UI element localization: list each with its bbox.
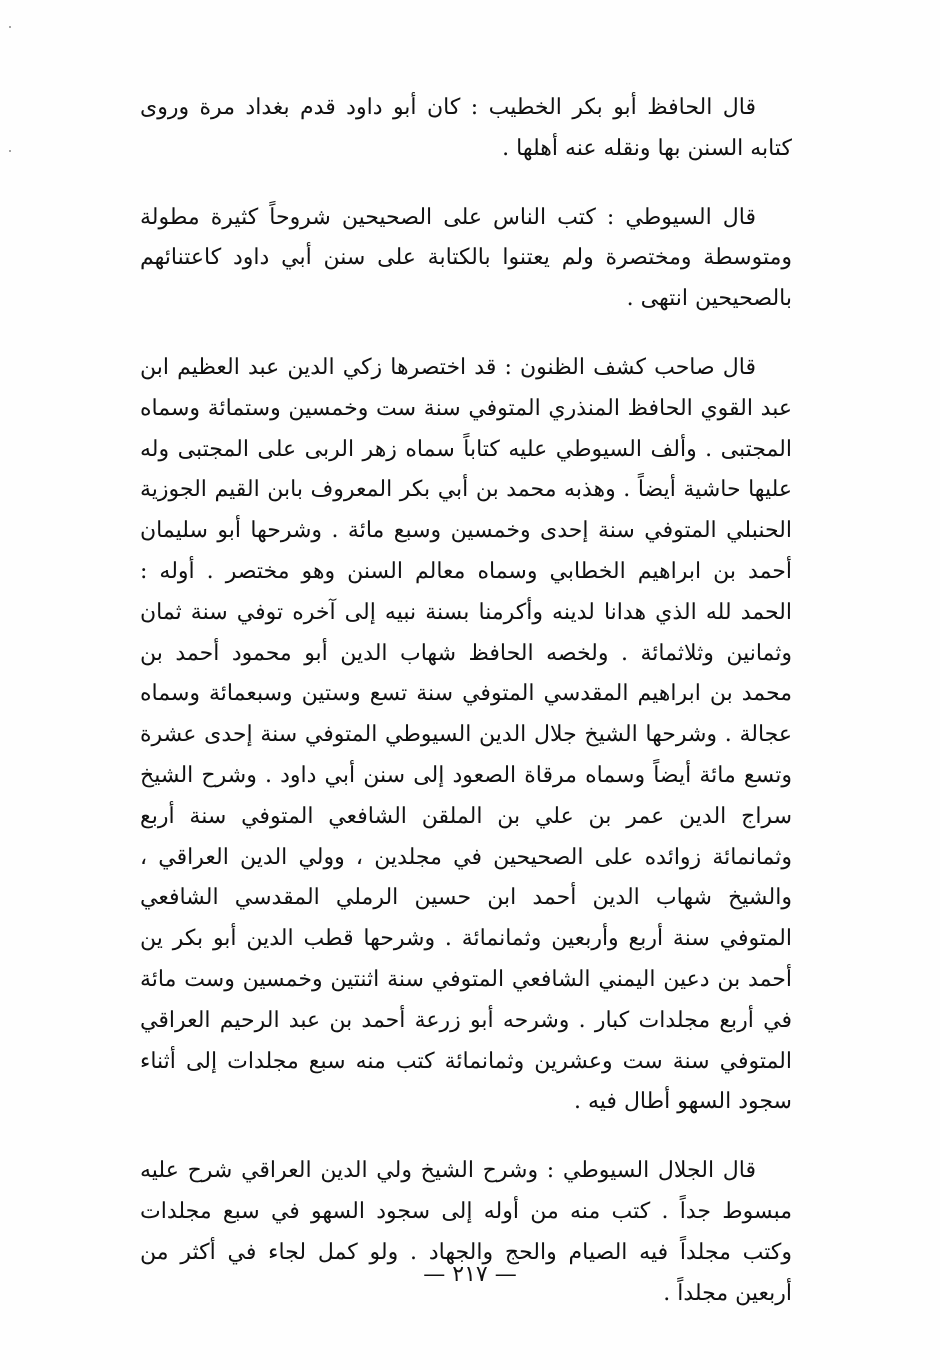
- page-number: — ٢١٧ —: [423, 1262, 517, 1287]
- body-text: [140, 88, 792, 1314]
- paragraph-suyuti: قال السيوطي : كتب الناس على الصحيحين شروحاً كثيرة مطولة ومتوسطة ومختصرة ولم يعتنوا بالكتابة على سنن أبي داود كاعتنائهم بالصحيحين انتهى .: [140, 204, 792, 312]
- paragraph-khatib: قال الحافظ أبو بكر الخطيب : كان أبو داود قدم بغداد مرة وروى كتابه السنن بها ونقله عنه أهلها .: [140, 95, 792, 161]
- scan-speck: [9, 26, 11, 28]
- paragraph-jalal-suyuti: قال الجلال السيوطي : وشرح الشيخ ولي الدين العراقي شرح عليه مبسوط جداً . كتب منه من أوله إلى سجود السهو في سبع مجلدات وكتب مجلداً فيه الصيام والحج والجهاد . ولو كمل لجاء في أكثر من أربعين مجلداً .: [140, 1158, 792, 1306]
- scan-speck: [9, 150, 11, 152]
- paragraph-kashf-al-zunun: قال صاحب كشف الظنون : قد اختصرها زكي الدين عبد العظيم ابن عبد القوي الحافظ المنذري المتوفي سنة ست وخمسين وستمائة وسماه المجتبى . وألف السيوطي عليه كتاباً سماه زهر الربى على المجتبى وله عليها حاشية أيضاً . وهذبه محمد بن أبي بكر المعروف بابن القيم الجوزية الحنبلي المتوفي سنة إحدى وخمسين وسبع مائة . وشرحها أبو سليمان أحمد بن ابراهيم الخطابي وسماه معالم السنن وهو مختصر . أوله : الحمد لله الذي هدانا لدينه وأكرمنا بسنة نبيه إلى آخره توفي سنة ثمان وثمانين وثلاثمائة . ولخصه الحافظ شهاب الدين أبو محمود أحمد بن محمد بن ابراهيم المقدسي المتوفي سنة تسع وستين وسبعمائة وسماه عجالة . وشرحها الشيخ جلال الدين السيوطي المتوفي سنة إحدى عشرة وتسع مائة أيضاً وسماه مرقاة الصعود إلى سنن أبي داود . وشرح الشيخ سراج الدين عمر بن علي بن الملقن الشافعي المتوفي سنة أربع وثمانمائة زوائده على الصحيحين في مجلدين ، وولي الدين العراقي ، والشيخ شهاب الدين أحمد ابن حسين الرملي المقدسي الشافعي المتوفي سنة أربع وأربعين وثمانمائة . وشرحها قطب الدين أبو بكر ين أحمد بن دعين اليمني الشافعي المتوفي سنة اثنتين وخمسين وست مائة في أربع مجلدات كبار . وشرحه أبو زرعة أحمد بن عبد الرحيم العراقي المتوفي سنة ست وعشرين وثمانمائة كتب منه سبع مجلدات إلى أثناء سجود السهو أطال فيه .: [140, 354, 792, 1115]
